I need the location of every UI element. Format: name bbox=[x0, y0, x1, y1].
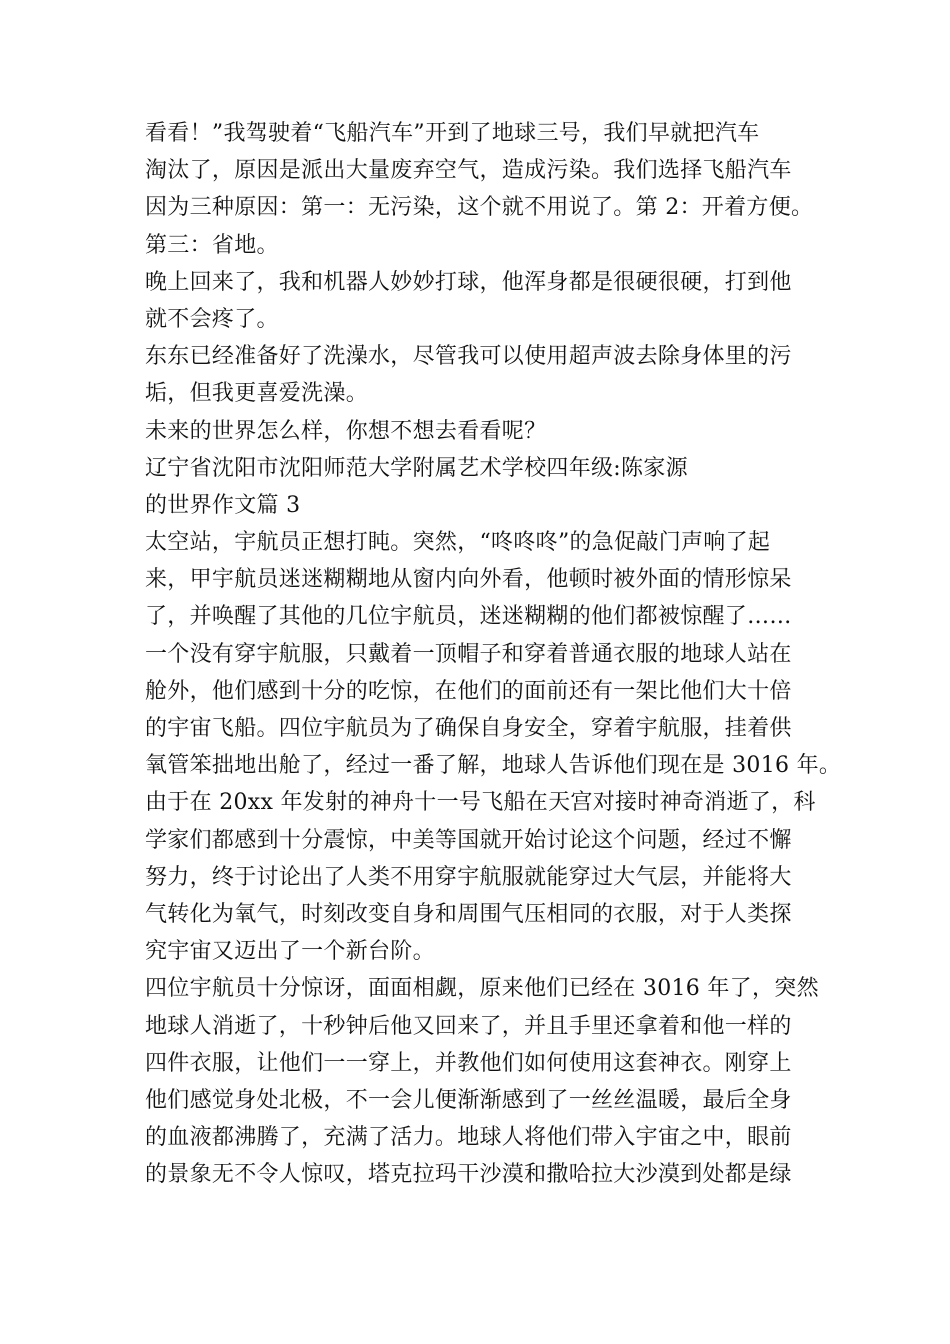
text-line: 垢，但我更喜爱洗澡。 bbox=[145, 381, 369, 407]
text-line: 地球人消逝了，十秒钟后他又回来了，并且手里还拿着和他一样的 bbox=[145, 1013, 792, 1039]
text-line: 他们感觉身处北极，不一会儿便渐渐感到了一丝丝温暖，最后全身 bbox=[145, 1087, 792, 1113]
text-line: 晚上回来了，我和机器人妙妙打球，他浑身都是很硬很硬，打到他 bbox=[145, 269, 792, 295]
text-line: 究宇宙又迈出了一个新台阶。 bbox=[145, 939, 435, 965]
text-line: 氧管笨拙地出舱了，经过一番了解，地球人告诉他们现在是 3016 年。 bbox=[145, 753, 842, 779]
text-line: 就不会疼了。 bbox=[145, 306, 279, 332]
author-line: 辽宁省沈阳市沈阳师范大学附属艺术学校四年级:陈家源 bbox=[145, 455, 688, 481]
text-line: 的景象无不令人惊叹，塔克拉玛干沙漠和撒哈拉大沙漠到处都是绿 bbox=[145, 1162, 792, 1188]
text-line: 淘汰了，原因是派出大量废弃空气，造成污染。我们选择飞船汽车 bbox=[145, 158, 792, 184]
text-line: 由于在 20xx 年发射的神舟十一号飞船在天宫对接时神奇消逝了，科 bbox=[145, 790, 816, 816]
text-line: 舱外，他们感到十分的吃惊，在他们的面前还有一架比他们大十倍 bbox=[145, 678, 792, 704]
text-line: 第三：省地。 bbox=[145, 232, 279, 258]
text-line: 来，甲宇航员迷迷糊糊地从窗内向外看，他顿时被外面的情形惊呆 bbox=[145, 567, 792, 593]
text-line: 四件衣服，让他们一一穿上，并教他们如何使用这套神衣。刚穿上 bbox=[145, 1050, 792, 1076]
text-line: 东东已经准备好了洗澡水，尽管我可以使用超声波去除身体里的污 bbox=[145, 344, 792, 370]
text-line: 气转化为氧气，时刻改变自身和周围气压相同的衣服，对于人类探 bbox=[145, 901, 792, 927]
text-line: 努力，终于讨论出了人类不用穿宇航服就能穿过大气层，并能将大 bbox=[145, 864, 792, 890]
text-line: 的宇宙飞船。四位宇航员为了确保自身安全，穿着宇航服，挂着供 bbox=[145, 716, 792, 741]
text-line: 未来的世界怎么样，你想不想去看看呢？ bbox=[145, 418, 547, 444]
essay-text bbox=[145, 115, 845, 1193]
text-line: 太空站，宇航员正想打盹。突然，“咚咚咚”的急促敲门声响了起 bbox=[145, 530, 771, 556]
text-line: 了，并唤醒了其他的几位宇航员，迷迷糊糊的他们都被惊醒了…… bbox=[145, 604, 792, 630]
text-line: 的血液都沸腾了，充满了活力。地球人将他们带入宇宙之中，眼前 bbox=[145, 1125, 792, 1151]
text-line: 一个没有穿宇航服，只戴着一顶帽子和穿着普通衣服的地球人站在 bbox=[145, 641, 792, 667]
section-title: 的世界作文篇 3 bbox=[145, 492, 301, 518]
text-line: 因为三种原因：第一：无污染，这个就不用说了。第 2：开着方便。 bbox=[145, 195, 814, 221]
text-line: 四位宇航员十分惊讶，面面相觑，原来他们已经在 3016 年了，突然 bbox=[145, 976, 819, 1002]
text-line: 学家们都感到十分震惊，中美等国就开始讨论这个问题，经过不懈 bbox=[145, 827, 792, 853]
text-line: 看看！”我驾驶着“飞船汽车”开到了地球三号，我们早就把汽车 bbox=[145, 121, 760, 146]
